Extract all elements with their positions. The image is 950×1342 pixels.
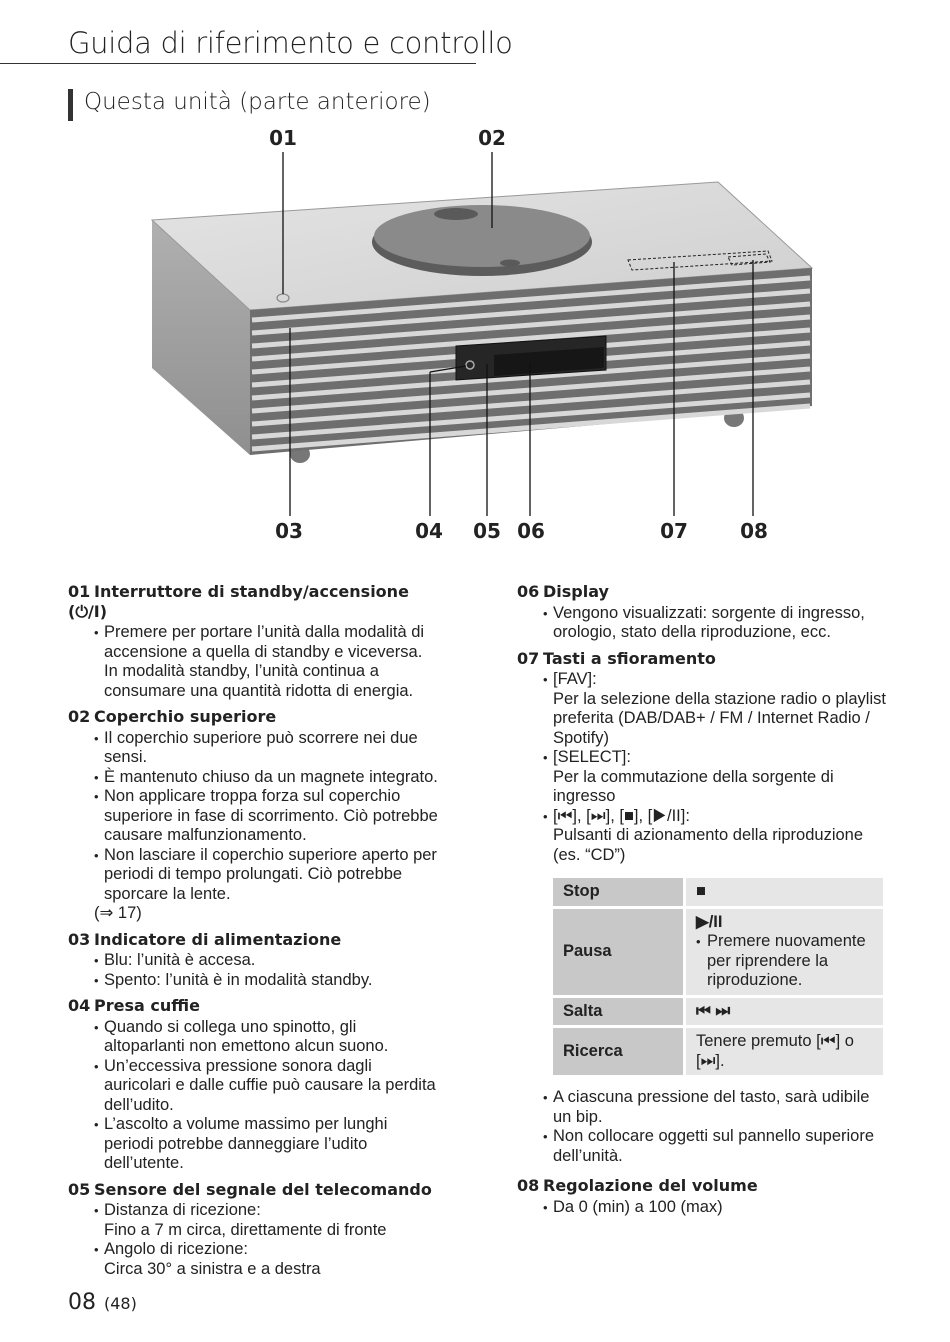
item-01: 01 Interruttore di standby/accensione (⏻/I) • Premere per portare l’unità dalla modalità di accensione a quella di standby e viceversa. In modalità standby, l’unità continua a consumare una quantità ridotta di energia.: [68, 582, 440, 701]
callout-06: 06: [517, 519, 545, 543]
page-number: 08: [68, 1290, 96, 1315]
item-04: 04 Presa cuffie • Quando si collega uno spinotto, gli altoparlanti non emettono alcun suono. • Un’eccessiva pressione sonora dagli auricolari e dalle cuffie può causare la perdita dell’udito. • L’ascolto a volume massimo per lunghi periodi potrebbe danneggiare l’udito dell’utente.: [68, 996, 440, 1174]
callout-05: 05: [473, 519, 501, 543]
item-07: 07 Tasti a sfioramento • [FAV]: Per la selezione della stazione radio o playlist preferita (DAB/DAB+ / FM / Internet Radio / Spotify) • [SELECT]: Per la commutazione della sorgente di ingresso • [⏮], [⏭], [■], [▶/II]: Pulsanti di azionamento della riproduzione (es. “CD”) Stop ■ Pausa ▶/II • Premere nuovamente per riprendere la riproduzione. Salta ⏮ ⏭ Ricerca Tenere premuto [⏮] o [⏭]. • A ciascuna pressione del tasto, sarà udibile un bip. • Non collocare oggetti sul pannello superiore dell’unità.: [517, 649, 887, 1167]
table-value: Tenere premuto [⏮] o [⏭].: [683, 1028, 883, 1075]
list-item: • [⏮], [⏭], [■], [▶/II]: Pulsanti di azionamento della riproduzione (es. “CD”): [543, 807, 887, 866]
table-row: [553, 878, 883, 906]
list-item: • Spento: l’unità è in modalità standby.: [94, 971, 440, 991]
table-value: [683, 998, 883, 1026]
list-item: • L’ascolto a volume massimo per lunghi periodi potrebbe danneggiare l’udito dell’utente.: [94, 1115, 440, 1174]
item-02: 02 Coperchio superiore • Il coperchio superiore può scorrere nei due sensi. • È mantenuto chiuso da un magnete integrato. • Non applicare troppa forza sul coperchio superiore in fase di scorrimento. Ciò potrebbe causare malfunzionamento. • Non lasciare il coperchio superiore aperto per periodi di tempo prolungati. Ciò potrebbe sporcare la lente. (⇒ 17): [68, 707, 440, 924]
list-item: • [FAV]: Per la selezione della stazione radio o playlist preferita (DAB/DAB+ / FM / Internet Radio / Spotify): [543, 670, 887, 748]
list-item: • Non applicare troppa forza sul coperchio superiore in fase di scorrimento. Ciò potrebbe causare malfunzionamento.: [94, 787, 440, 846]
page-title: Guida di riferimento e controllo: [68, 26, 513, 60]
title-rule: [0, 63, 476, 64]
list-item: • [SELECT]: Per la commutazione della sorgente di ingresso: [543, 748, 887, 807]
callout-03: 03: [275, 519, 303, 543]
callout-04: 04: [415, 519, 443, 543]
item-05: 05 Sensore del segnale del telecomando • Distanza di ricezione: Fino a 7 m circa, direttamente di fronte • Angolo di ricezione: Circa 30° a sinistra e a destra: [68, 1180, 440, 1280]
table-row: [553, 909, 883, 995]
list-item: • Vengono visualizzati: sorgente di ingresso, orologio, stato della riproduzione, ecc.: [543, 604, 887, 643]
table-key: Ricerca: [553, 1028, 683, 1075]
playback-operations-table: [553, 875, 883, 1078]
item-08: 08 Regolazione del volume • Da 0 (min) a 100 (max): [517, 1176, 887, 1217]
table-row: [553, 1028, 883, 1075]
list-item: • Quando si collega uno spinotto, gli altoparlanti non emettono alcun suono.: [94, 1018, 440, 1057]
list-item: • Non collocare oggetti sul pannello superiore dell’unità.: [543, 1127, 887, 1166]
table-key: Salta: [553, 998, 683, 1026]
table-key: Pausa: [553, 909, 683, 995]
callout-01: 01: [269, 126, 297, 150]
list-item: • Angolo di ricezione: Circa 30° a sinistra e a destra: [94, 1240, 440, 1279]
skip-icon: ⏮ ⏭: [696, 1001, 731, 1020]
callout-02: 02: [478, 126, 506, 150]
page-total: (48): [104, 1294, 137, 1313]
section-title: Questa unità (parte anteriore): [84, 89, 431, 115]
table-value: [683, 909, 883, 995]
table-value: [683, 878, 883, 906]
right-column: [517, 582, 887, 1223]
list-item: • Un’eccessiva pressione sonora dagli auricolari e dalle cuffie può causare la perdita dell’udito.: [94, 1057, 440, 1116]
list-item: • Non lasciare il coperchio superiore aperto per periodi di tempo prolungati. Ciò potrebbe sporcare la lente.: [94, 846, 440, 905]
list-item: • È mantenuto chiuso da un magnete integrato.: [94, 768, 440, 788]
page-reference: (⇒ 17): [94, 904, 142, 922]
device-illustration: [0, 150, 950, 520]
table-row: [553, 998, 883, 1026]
list-item: • Blu: l’unità è accesa.: [94, 951, 440, 971]
table-key: Stop: [553, 878, 683, 906]
list-item: • Distanza di ricezione: Fino a 7 m circa, direttamente di fronte: [94, 1201, 440, 1240]
list-item: • A ciascuna pressione del tasto, sarà udibile un bip.: [543, 1088, 887, 1127]
section-marker: [68, 89, 73, 121]
list-item: • Il coperchio superiore può scorrere nei due sensi.: [94, 729, 440, 768]
item-06: 06 Display • Vengono visualizzati: sorgente di ingresso, orologio, stato della riproduzione, ecc.: [517, 582, 887, 643]
callout-08: 08: [740, 519, 768, 543]
list-item: • Da 0 (min) a 100 (max): [543, 1198, 887, 1218]
list-item: • Premere per portare l’unità dalla modalità di accensione a quella di standby e viceversa. In modalità standby, l’unità continua a consumare una quantità ridotta di energia.: [94, 623, 440, 701]
stop-icon: ■: [696, 882, 706, 900]
list-item: • Premere nuovamente per riprendere la riproduzione.: [696, 932, 873, 991]
item-03: 03 Indicatore di alimentazione • Blu: l’unità è accesa. • Spento: l’unità è in modalità standby.: [68, 930, 440, 991]
left-column: [68, 582, 440, 1285]
play-pause-icon: ▶/II: [696, 912, 723, 931]
callout-07: 07: [660, 519, 688, 543]
